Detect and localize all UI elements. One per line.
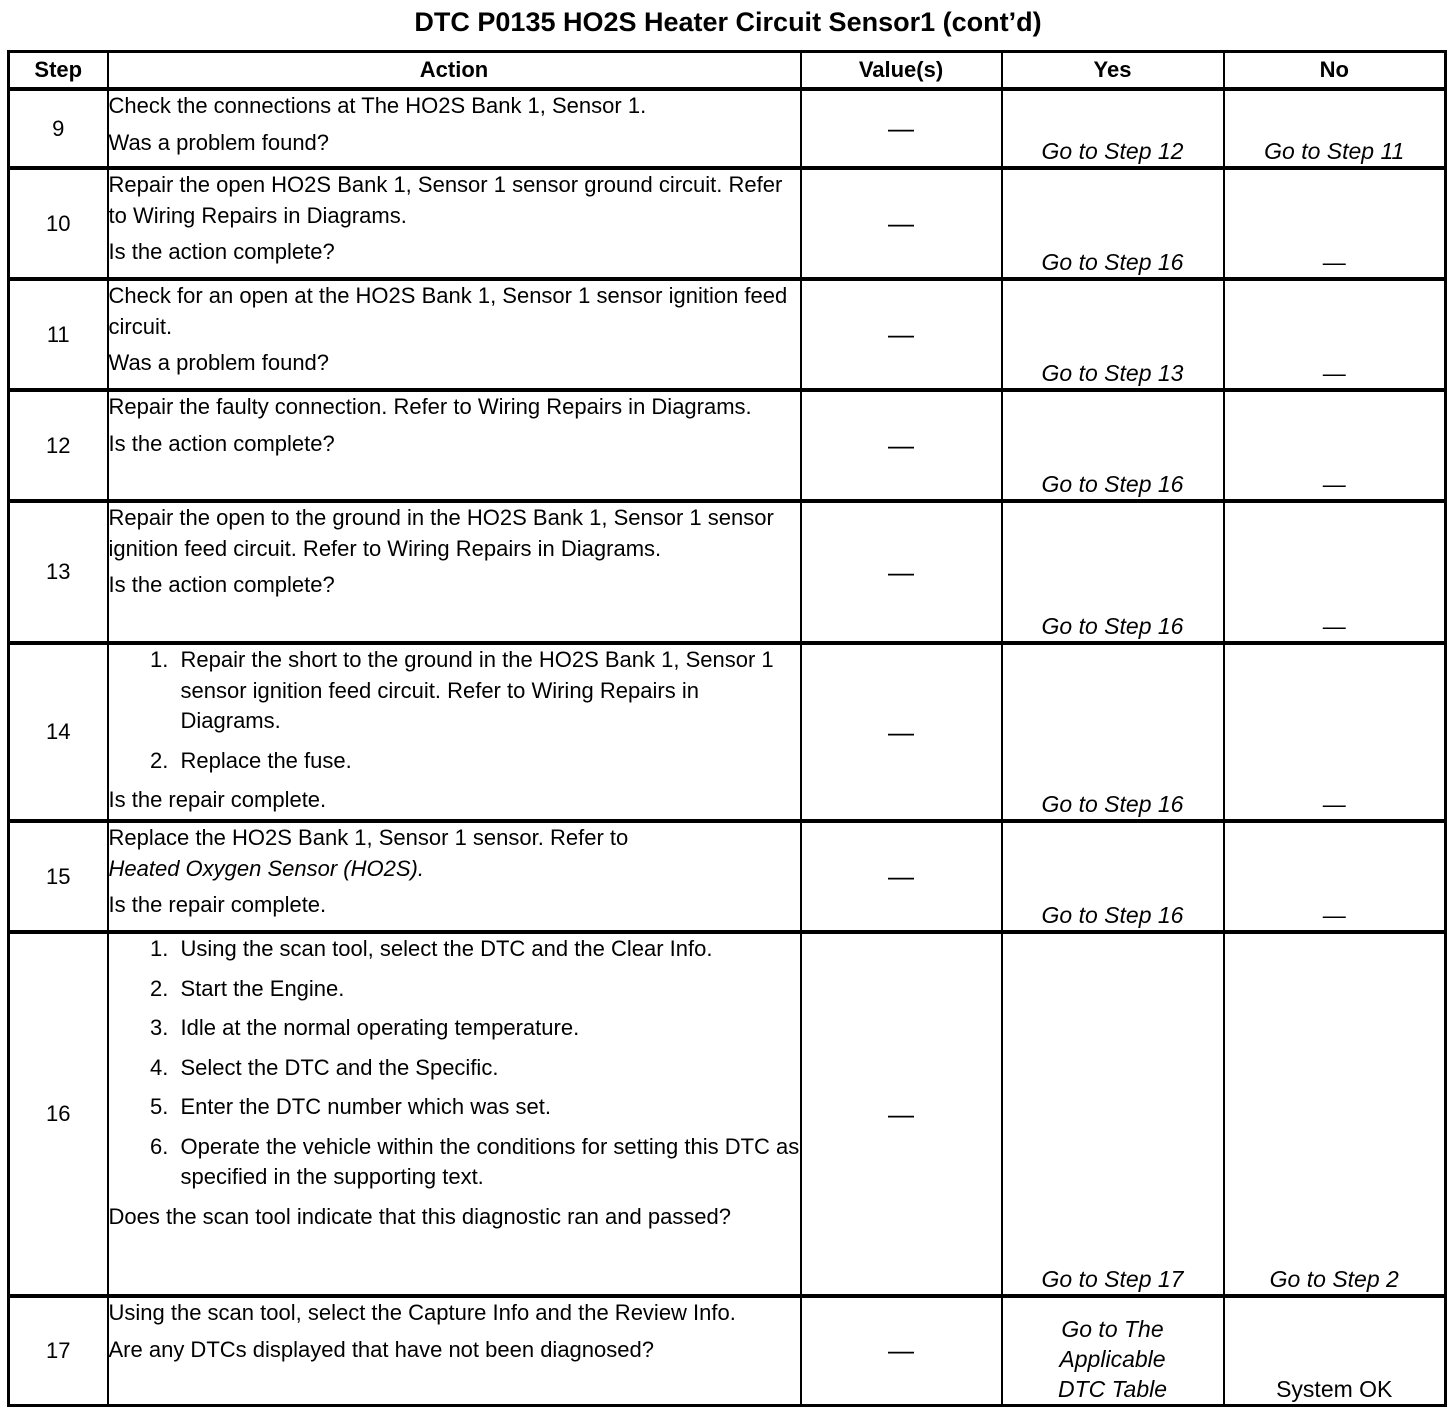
no-cell: Go to Step 11 [1224,89,1446,168]
action-question: Was a problem found? [108,129,330,155]
action-question: Was a problem found? [108,350,330,375]
action-question: Is the repair complete. [108,787,327,812]
action-cell [108,821,801,932]
diagnostic-table [7,50,1447,1407]
value-cell: — [801,821,1002,932]
table-row [9,89,1446,168]
table-row [9,390,1446,501]
yes-cell: Go to Step 16 [1002,643,1224,821]
header-action: Action [108,52,801,90]
no-cell: — [1224,390,1446,501]
no-cell: Go to Step 2 [1224,932,1446,1296]
step-number: 9 [9,89,108,168]
action-text: Repair the faulty connection. Refer to Wiring Repairs in Diagrams. [108,394,752,419]
step-number: 13 [9,501,108,643]
yes-line: DTC Table [1057,1375,1168,1402]
page-title: DTC P0135 HO2S Heater Circuit Sensor1 (cont’d) [414,7,1042,37]
list-item: 3. Idle at the normal operating temperature. [175,1013,800,1044]
list-item: 4. Select the DTC and the Specific. [175,1053,800,1084]
table-row [9,279,1446,390]
no-cell: System OK [1224,1296,1446,1405]
action-cell [108,1296,801,1405]
yes-cell: Go to Step 16 [1002,168,1224,279]
value-cell: — [801,932,1002,1296]
list-item: 1. Using the scan tool, select the DTC and the Clear Info. [175,934,800,965]
header-yes: Yes [1002,52,1224,90]
value-cell: — [801,643,1002,821]
table-row [9,821,1446,932]
step-number: 16 [9,932,108,1296]
action-text: Repair the open to the ground in the HO2S Bank 1, Sensor 1 sensor ignition feed circuit. Refer to Wiring Repairs in Diagrams. [108,505,774,561]
yes-cell [1002,1296,1224,1405]
header-step: Step [9,52,108,90]
yes-line: Applicable [1059,1345,1166,1372]
yes-line: Go to The [1061,1315,1164,1342]
table-row [9,1296,1446,1405]
step-number: 11 [9,279,108,390]
yes-cell: Go to Step 16 [1002,390,1224,501]
action-text: Check for an open at the HO2S Bank 1, Sensor 1 sensor ignition feed circuit. [108,283,788,339]
list-item: 6. Operate the vehicle within the conditions for setting this DTC as specified in the supporting text. [175,1132,800,1193]
table-row [9,932,1446,1296]
action-list [109,934,800,1193]
header-no: No [1224,52,1446,90]
action-list [109,645,800,776]
value-cell: — [801,89,1002,168]
action-question: Does the scan tool indicate that this diagnostic ran and passed? [108,1203,732,1229]
value-cell: — [801,390,1002,501]
action-text: Using the scan tool, select the Capture Info and the Review Info. [108,1300,736,1325]
yes-cell: Go to Step 13 [1002,279,1224,390]
action-question: Is the action complete? [108,572,335,597]
step-number: 12 [9,390,108,501]
table-row [9,168,1446,279]
no-cell: — [1224,168,1446,279]
step-number: 15 [9,821,108,932]
yes-cell: Go to Step 16 [1002,501,1224,643]
no-cell: — [1224,821,1446,932]
value-cell: — [801,168,1002,279]
action-cell [108,932,801,1296]
list-item: 2. Replace the fuse. [175,746,800,777]
action-question: Is the action complete? [108,430,335,456]
list-item: 2. Start the Engine. [175,974,800,1005]
action-text: Check the connections at The HO2S Bank 1, Sensor 1. [108,93,647,118]
action-reference: Heated Oxygen Sensor (HO2S). [108,855,424,881]
table-header-row [9,52,1446,90]
no-cell: — [1224,643,1446,821]
header-values: Value(s) [801,52,1002,90]
table-row [9,501,1446,643]
action-question: Is the repair complete. [108,892,327,917]
step-number: 17 [9,1296,108,1405]
action-text-main: Replace the HO2S Bank 1, Sensor 1 sensor. Refer to [108,825,629,850]
action-question: Is the action complete? [108,239,335,264]
action-cell [108,501,801,643]
action-cell [108,390,801,501]
step-number: 14 [9,643,108,821]
action-text [109,823,800,884]
table-row [9,643,1446,821]
value-cell: — [801,1296,1002,1405]
action-cell [108,279,801,390]
list-item: 1. Repair the short to the ground in the HO2S Bank 1, Sensor 1 sensor ignition feed circuit. Refer to Wiring Repairs in Diagrams. [175,645,800,737]
no-cell: — [1224,279,1446,390]
action-cell [108,643,801,821]
yes-cell: Go to Step 16 [1002,821,1224,932]
yes-cell: Go to Step 17 [1002,932,1224,1296]
no-cell: — [1224,501,1446,643]
action-cell [108,89,801,168]
step-number: 10 [9,168,108,279]
value-cell: — [801,501,1002,643]
yes-cell: Go to Step 12 [1002,89,1224,168]
list-item: 5. Enter the DTC number which was set. [175,1092,800,1123]
action-question: Are any DTCs displayed that have not been diagnosed? [108,1336,654,1362]
action-text: Repair the open HO2S Bank 1, Sensor 1 sensor ground circuit. Refer to Wiring Repairs in Diagrams. [108,172,783,228]
action-cell [108,168,801,279]
value-cell: — [801,279,1002,390]
